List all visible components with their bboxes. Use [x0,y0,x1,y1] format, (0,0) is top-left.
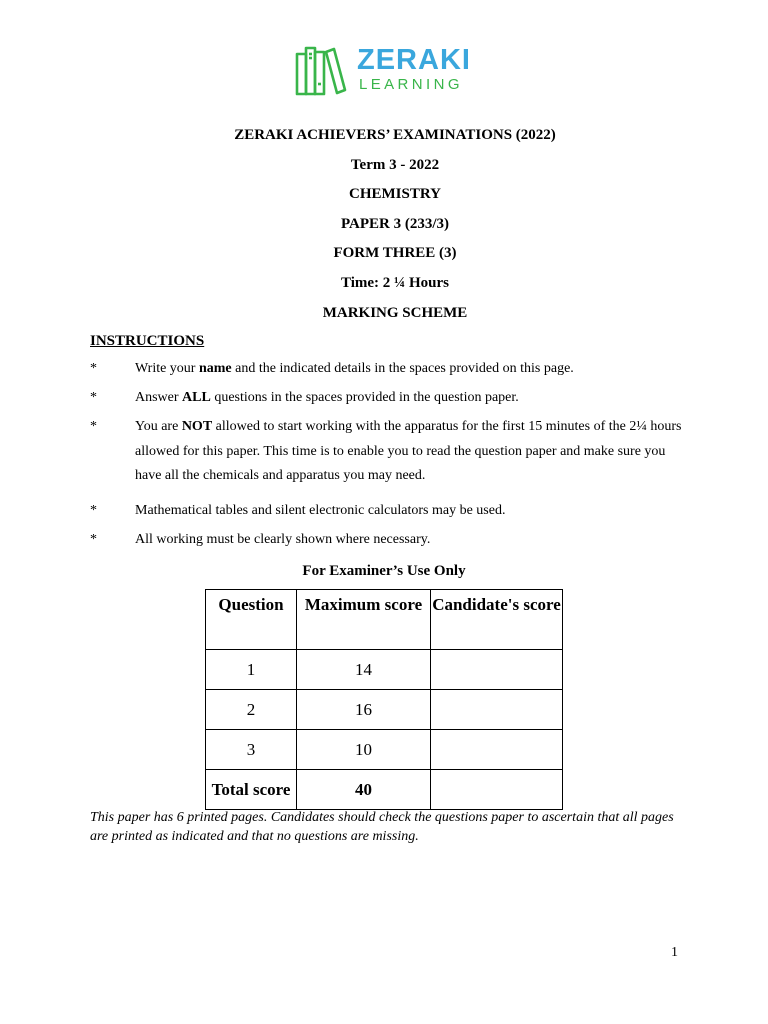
bullet-marker: * [90,503,97,518]
question-number: 3 [206,730,297,770]
exam-form: FORM THREE (3) [333,245,457,261]
total-maximum-score: 40 [297,770,431,810]
footer-note: This paper has 6 printed pages. Candidates should check the questions paper to ascertain that all pages are printed as indicated and that no questions are missing. [90,810,674,844]
exam-subject: CHEMISTRY [349,186,441,202]
logo-wordmark: ZERAKI [357,44,471,76]
total-candidate-score-cell [431,770,563,810]
exam-title: ZERAKI ACHIEVERS’ EXAMINATIONS (2022) [234,127,556,143]
candidate-score-cell [431,650,563,690]
table-row [206,650,563,690]
bullet-marker: * [90,361,97,376]
candidate-score-cell [431,730,563,770]
table-row [206,690,563,730]
exam-term: Term 3 - 2022 [350,157,440,173]
page-number: 1 [671,945,678,960]
maximum-score: 10 [297,730,431,770]
column-header-question: Question [206,590,297,650]
bullet-marker: * [90,390,97,405]
table-row [206,730,563,770]
exam-paper: PAPER 3 (233/3) [340,216,450,232]
exam-marking-scheme: MARKING SCHEME [322,305,468,321]
examiner-table-title: For Examiner’s Use Only [302,563,466,579]
column-header-candidate-score: Candidate's score [431,590,563,650]
question-number: 1 [206,650,297,690]
instructions-heading: INSTRUCTIONS [90,333,205,349]
logo-subtitle: LEARNING [359,76,463,93]
candidate-score-cell [431,690,563,730]
examiner-score-table [205,589,563,810]
maximum-score: 14 [297,650,431,690]
table-header-row [206,590,563,650]
exam-time: Time: 2 ¼ Hours [340,275,450,291]
zeraki-logo [295,44,485,98]
total-score-label: Total score [206,770,297,810]
bullet-marker: * [90,532,97,547]
maximum-score: 16 [297,690,431,730]
column-header-maximum-score: Maximum score [297,590,431,650]
books-icon [295,44,349,98]
bullet-marker: * [90,419,97,434]
question-number: 2 [206,690,297,730]
total-row [206,770,563,810]
